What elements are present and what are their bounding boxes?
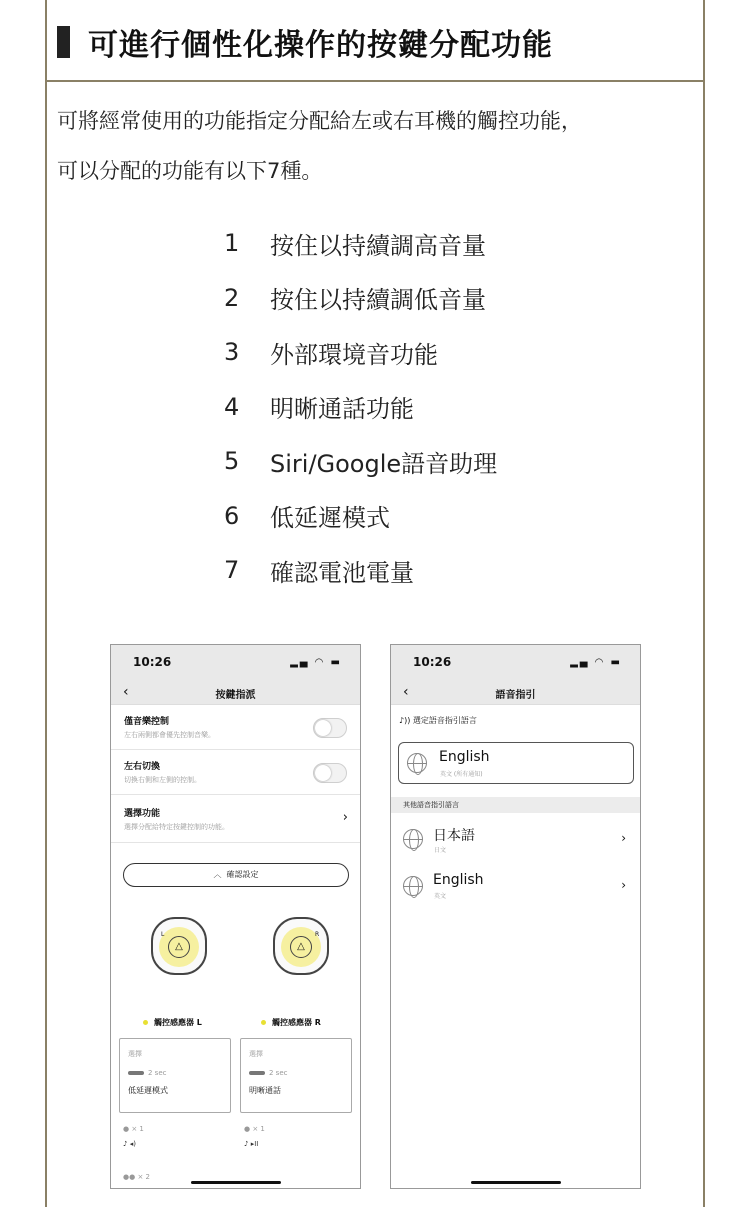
duration-label: 2 sec — [249, 1069, 287, 1077]
earbud-left[interactable] — [147, 913, 213, 979]
confirm-settings-button[interactable] — [123, 863, 349, 887]
touch-sensor-left — [143, 1017, 202, 1028]
setting-name: 選擇功能 — [124, 809, 161, 819]
back-chevron-icon[interactable]: ‹ — [403, 684, 409, 700]
select-label: 選擇 — [128, 1050, 142, 1058]
status-time: 10:26 — [413, 655, 452, 669]
heading-bar — [57, 26, 70, 58]
phone-volume-icon: ♪ ◂) — [123, 1140, 136, 1148]
function-label: 按住以持續調高音量 — [270, 231, 486, 260]
yellow-dot-icon — [143, 1020, 148, 1025]
home-indicator — [471, 1181, 561, 1184]
earbud-right[interactable] — [269, 913, 335, 979]
setting-name: 左右切換 — [124, 762, 161, 772]
frame-left-border — [45, 0, 47, 1207]
tap-count-left: ● × 1 — [123, 1125, 144, 1133]
language-name: 日本語 — [433, 828, 475, 844]
earbud-side-label: R — [315, 931, 320, 938]
function-item — [224, 543, 497, 598]
heading-divider — [47, 80, 703, 82]
select-language-text: 選定語音指引語言 — [412, 716, 477, 725]
chevron-right-icon: › — [342, 810, 348, 825]
function-number: 4 — [224, 392, 240, 421]
function-item — [224, 325, 497, 380]
assigned-function: 明晰通話 — [249, 1086, 281, 1095]
confirm-label: 確認設定 — [226, 870, 259, 879]
chevron-right-icon: › — [621, 878, 626, 892]
language-name: English — [433, 872, 484, 888]
function-number: 3 — [224, 338, 240, 367]
tap-count-left-2: ●● × 2 — [123, 1173, 150, 1181]
function-label: 低延遲模式 — [270, 504, 390, 533]
home-indicator — [191, 1181, 281, 1184]
tap-count-label: × 1 — [131, 1125, 144, 1133]
language-sub: 英文 (所有通知) — [440, 771, 483, 778]
globe-icon — [403, 829, 423, 849]
language-sub: 日文 — [434, 847, 447, 854]
speaker-icon: ♪)) — [399, 716, 413, 725]
tap-count-right: ● × 1 — [244, 1125, 265, 1133]
setting-desc: 切換右側和左側的控制。 — [124, 776, 201, 784]
setting-desc: 左右兩側都會優先控制音樂。 — [124, 731, 215, 739]
tap-count-label: × 1 — [252, 1125, 265, 1133]
globe-icon — [403, 876, 423, 896]
status-bar — [111, 645, 360, 681]
phone-play-pause-icon: ♪ ▸II — [244, 1140, 259, 1148]
intro-line-2: 可以分配的功能有以下7種。 — [57, 159, 323, 183]
sensor-label: 觸控感應器 L — [154, 1018, 202, 1027]
language-sub: 英文 — [434, 893, 447, 900]
swap-lr-toggle[interactable] — [313, 763, 347, 783]
phone-screenshot-key-assign — [110, 644, 361, 1189]
function-number: 6 — [224, 501, 240, 530]
function-item — [224, 380, 497, 435]
chevron-up-icon: ︿ — [213, 870, 222, 879]
intro-line-1: 可將經常使用的功能指定分配給左或右耳機的觸控功能， — [57, 109, 582, 133]
touch-sensor-right — [261, 1017, 321, 1028]
section-heading — [57, 20, 553, 64]
current-language-box[interactable] — [398, 742, 634, 784]
heading-title: 可進行個性化操作的按鍵分配功能 — [88, 28, 553, 63]
function-label: 按住以持續調低音量 — [270, 286, 486, 315]
assign-box-left[interactable] — [119, 1038, 231, 1113]
status-icons: ▂▄ ◠ ▬ — [290, 657, 342, 668]
back-chevron-icon[interactable]: ‹ — [123, 684, 129, 700]
setting-name: 僅音樂控制 — [124, 717, 170, 727]
setting-swap-lr — [111, 751, 360, 795]
function-number: 7 — [224, 556, 240, 585]
status-bar — [391, 645, 640, 681]
nav-bar — [391, 681, 640, 705]
selected-language-label — [399, 715, 477, 726]
function-list — [224, 216, 497, 598]
earbud-side-label: L — [161, 931, 165, 938]
function-label: 外部環境音功能 — [270, 340, 438, 369]
setting-select-function[interactable] — [111, 798, 360, 843]
yellow-dot-icon — [261, 1020, 266, 1025]
setting-desc: 選擇分配給特定按鍵控制的功能。 — [124, 823, 229, 831]
function-label: 明晰通話功能 — [270, 395, 414, 424]
function-number: 1 — [224, 229, 240, 258]
function-label: 確認電池電量 — [270, 558, 414, 587]
brand-logo-icon: △ — [168, 936, 190, 958]
setting-music-only — [111, 706, 360, 750]
nav-title: 按鍵指派 — [215, 690, 256, 701]
globe-icon — [407, 753, 427, 773]
nav-bar — [111, 681, 360, 705]
chevron-right-icon: › — [621, 831, 626, 845]
phone-screenshot-voice-guide — [390, 644, 641, 1189]
function-item — [224, 271, 497, 326]
frame-right-border — [703, 0, 705, 1207]
language-name: English — [439, 749, 490, 765]
function-number: 5 — [224, 447, 240, 476]
status-time: 10:26 — [133, 655, 172, 669]
music-only-toggle[interactable] — [313, 718, 347, 738]
brand-logo-icon: △ — [290, 936, 312, 958]
sensor-label: 觸控感應器 R — [272, 1018, 321, 1027]
nav-title: 語音指引 — [495, 690, 536, 701]
status-icons: ▂▄ ◠ ▬ — [570, 657, 622, 668]
select-label: 選擇 — [249, 1050, 263, 1058]
function-item — [224, 489, 497, 544]
function-label: Siri/Google語音助理 — [270, 449, 498, 478]
assigned-function: 低延遲模式 — [128, 1086, 168, 1095]
duration-label: 2 sec — [128, 1069, 166, 1077]
function-number: 2 — [224, 283, 240, 312]
function-item — [224, 216, 497, 271]
function-item — [224, 434, 497, 489]
assign-box-right[interactable] — [240, 1038, 352, 1113]
other-languages-header: 其他語音指引語言 — [391, 797, 640, 813]
tap-count-label: × 2 — [137, 1173, 150, 1181]
